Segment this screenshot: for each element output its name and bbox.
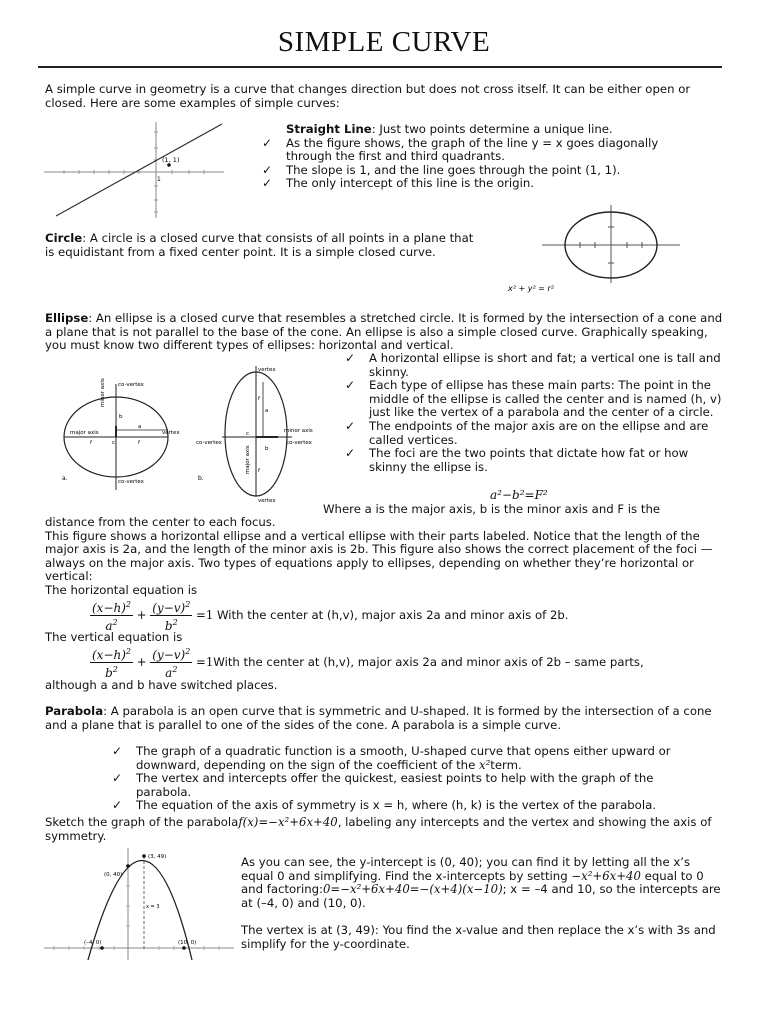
svg-text:vertex: vertex [258, 367, 276, 373]
check-icon: ✓ [112, 744, 123, 758]
svg-text:f: f [138, 440, 140, 446]
svg-text:f: f [258, 396, 260, 402]
straight-line-heading-rest: : Just two points determine a unique line. [371, 122, 613, 136]
check-icon: ✓ [345, 446, 356, 461]
svg-text:c: c [112, 440, 116, 446]
list-item: ✓ The slope is 1, and the line goes through the point (1, 1). [262, 162, 621, 177]
vertical-equation-desc: With the center at (h,v), major axis 2a and minor axis of 2b – same parts, [213, 655, 644, 669]
parabola-heading: Parabola [45, 704, 104, 718]
fraction: $\frac{(y-v)^2}{b^2}$ [152, 600, 191, 633]
straight-line-heading: Straight Line [286, 122, 372, 136]
circle-paragraph: Circle: A circle is a closed curve that consists of all points in a plane that is equidistant from a fixed center point. It is a simple closed curve. [45, 231, 474, 259]
svg-text:b: b [119, 414, 123, 420]
svg-text:x = 3: x = 3 [146, 904, 160, 910]
ellipse-bullets-block [345, 352, 725, 474]
check-icon: ✓ [345, 378, 356, 393]
title-rule [38, 66, 722, 68]
svg-text:(10, 0): (10, 0) [178, 940, 197, 946]
ellipse-figure [58, 362, 330, 510]
parabola-bullets-block [112, 745, 712, 813]
svg-text:vertex: vertex [258, 498, 276, 504]
svg-text:a: a [265, 408, 269, 414]
check-icon: ✓ [345, 418, 356, 433]
list-item: ✓ A horizontal ellipse is short and fat; a vertical one is tall and skinny. [345, 351, 721, 379]
list-item: ✓ Each type of ellipse has these main parts: The point in the middle of the ellipse is called the center and is named (h, v) just like the vertex of a parabola and the center of a circle. [345, 378, 722, 420]
circle-equation: x² + y² = r² [508, 284, 554, 293]
svg-text:f: f [258, 468, 260, 474]
horizontal-ellipse-diagram [62, 378, 180, 490]
list-item: ✓ The equation of the axis of symmetry is x = h, where (h, k) is the vertex of the parabola. [112, 798, 656, 813]
list-item: ✓ The only intercept of this line is the origin. [262, 176, 534, 191]
check-icon: ✓ [262, 176, 273, 191]
vertical-ellipse-diagram [196, 366, 313, 504]
intro-paragraph: A simple curve in geometry is a curve that changes direction but does not cross itself. It can be either open or closed. Here are some examples of simple curves: [45, 82, 691, 110]
list-item: ✓ The endpoints of the major axis are on the ellipse and are called vertices. [345, 418, 709, 447]
straight-line-figure [44, 120, 226, 220]
svg-text:co-vertex: co-vertex [196, 440, 222, 446]
sketch-instruction: Sketch the graph of the parabolaf(x)=−x²+6x+40, labeling any intercepts and the vertex and showing the axis of symmetry. [45, 815, 712, 843]
list-item: ✓ As the figure shows, the graph of the line y = x goes diagonally through the first and third quadrants. [262, 135, 659, 164]
check-icon: ✓ [262, 135, 273, 150]
parabola-paragraph: Parabola: A parabola is an open curve that is symmetric and U-shaped. It is formed by the intersection of a cone and a plane that is parallel to one of the sides of the cone. A parabola is a simple curve. [45, 704, 712, 732]
straight-line-bullets [262, 137, 702, 191]
check-icon: ✓ [112, 798, 123, 813]
fraction: $\frac{(x-h)^2}{a^2}$ [92, 600, 132, 633]
svg-text:minor axis: minor axis [100, 378, 106, 407]
line-y-equals-x [56, 124, 222, 216]
vertical-equation-label: The vertical equation is [45, 630, 183, 644]
ellipse-heading: Ellipse [45, 311, 89, 325]
check-icon: ✓ [262, 162, 273, 177]
ellipse-formula-desc: Where a is the major axis, b is the minor axis and F is the [323, 502, 661, 516]
parabola-figure [44, 846, 234, 962]
list-item: ✓ The vertex and intercepts offer the quickest, easiest points to help with the graph of the parabola. [112, 771, 654, 799]
svg-text:f: f [90, 440, 92, 446]
svg-text:(–4, 0): (–4, 0) [84, 940, 102, 946]
ellipse-bullets [345, 352, 725, 474]
tick-label: 1 [157, 176, 161, 183]
vertical-equation: $\frac{(x-h)^2}{b^2}$ + $\frac{(y-v)^2}{a^2}$ =1With the center at (h,v), major axis 2a and minor axis of 2b – same parts, [92, 647, 644, 680]
page-title: SIMPLE CURVE [277, 26, 491, 58]
svg-text:major axis: major axis [245, 445, 251, 474]
svg-text:a.: a. [62, 475, 68, 482]
straight-line-section [262, 123, 702, 191]
svg-text:co-vertex: co-vertex [118, 382, 144, 388]
svg-text:b: b [265, 446, 269, 452]
svg-text:b.: b. [198, 475, 204, 482]
circle-figure [500, 205, 680, 303]
horizontal-equation: $\frac{(x-h)^2}{a^2}$ + $\frac{(y-v)^2}{b^2}$ =1 With the center at (h,v), major axis 2a and minor axis of 2b. [92, 600, 569, 633]
ellipse-text-block: distance from the center to each focus. This figure shows a horizontal ellipse and a vertical ellipse with their parts labeled. Notice that the length of the major axis is 2a, and the length of the minor axis is 2b. This figure also shows the correct placement of the foci — always on the major axis. Two types of equations apply to ellipses, depending on whether they’re horizontal or vertical: The horizontal equation is [45, 516, 725, 598]
circle-heading: Circle [45, 231, 83, 245]
ellipse-paragraph: Ellipse: An ellipse is a closed curve that resembles a stretched circle. It is formed by the intersection of a cone and a plane that is not parallel to the base of the cone. An ellipse is also a simple closed curve. Graphically speaking, you must know two different types of ellipses: horizontal and vertical. [45, 311, 723, 353]
ellipse-formula: a²−b²=F² [490, 488, 548, 502]
svg-text:vertex: vertex [162, 430, 180, 436]
check-icon: ✓ [345, 351, 356, 365]
svg-text:(0, 40): (0, 40) [104, 872, 123, 878]
parabola-bullets [112, 745, 712, 813]
svg-text:co-vertex: co-vertex [286, 440, 312, 446]
horizontal-equation-desc: With the center at (h,v), major axis 2a and minor axis of 2b. [217, 608, 569, 622]
fraction: $\frac{(y-v)^2}{a^2}$ [152, 647, 191, 680]
svg-text:a: a [138, 424, 142, 430]
svg-text:minor axis: minor axis [284, 428, 313, 434]
svg-text:major axis: major axis [70, 430, 99, 436]
fraction: $\frac{(x-h)^2}{b^2}$ [92, 647, 132, 680]
svg-text:(3, 49): (3, 49) [148, 854, 167, 860]
vertical-equation-tail: although a and b have switched places. [45, 678, 278, 692]
list-item: ✓ The foci are the two points that dictate how fat or how skinny the ellipse is. [345, 446, 689, 474]
parabola-explanation: As you can see, the y-intercept is (0, 40); you can find it by letting all the x’s equal 0 and simplifying. Find the x-intercepts by setting −x²+6x+40 equal to 0 and factoring:0=−x²+6x+40=−(x+4)(x−10); x = –4 and 10, so the intercepts are at (–4, 0) and (10, 0). The vertex is at (3, 49): You find the x-value and then replace the x’s with 3s and simplify for the y-coordinate. [241, 855, 721, 951]
horizontal-equation-label: The horizontal equation is [45, 582, 198, 597]
svg-text:co-vertex: co-vertex [118, 479, 144, 485]
list-item: ✓ The graph of a quadratic function is a smooth, U-shaped curve that opens either upward or downward, depending on the sign of the coefficient of the x²term. [112, 744, 671, 772]
point-label: (1, 1) [162, 156, 180, 164]
check-icon: ✓ [112, 771, 123, 786]
svg-text:c: c [246, 431, 250, 437]
